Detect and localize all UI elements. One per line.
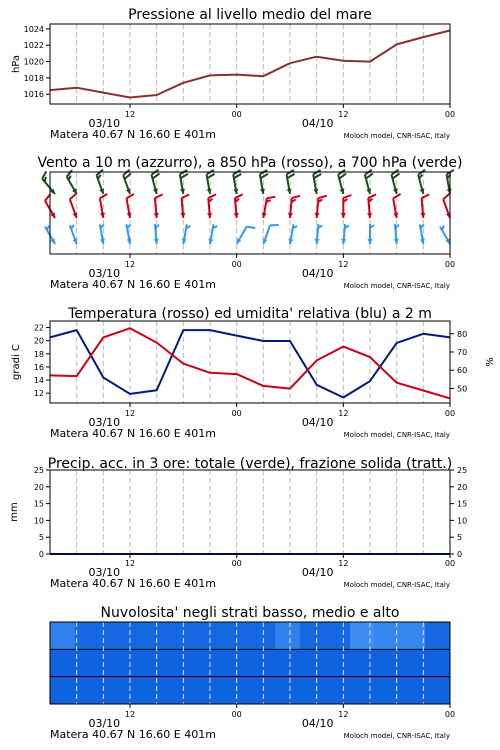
x-tick-label: 00 <box>444 110 456 119</box>
barb-850hpa-feather <box>443 194 449 200</box>
barb-700hpa <box>313 170 321 194</box>
y-tick-label-right: 25 <box>457 466 468 475</box>
x-tick-label: 00 <box>231 260 242 269</box>
barb-850hpa <box>341 195 352 218</box>
barb-850hpa-head <box>180 213 185 218</box>
cloud-cell-medio <box>75 649 101 676</box>
date-label: 04/10 <box>301 416 334 429</box>
barb-10m <box>100 224 105 244</box>
barb-10m-feather <box>47 226 49 231</box>
temperature-humidity-chart <box>11 306 496 440</box>
barb-700hpa <box>180 170 188 194</box>
y-axis-label: mm <box>9 502 20 522</box>
barb-850hpa <box>234 194 243 218</box>
y-tick-label: 10 <box>33 516 44 526</box>
barb-10m-head <box>368 239 373 244</box>
cloud-cell-basso <box>225 677 251 704</box>
y-tick-label: 1018 <box>23 73 44 83</box>
barb-700hpa-feather <box>314 174 321 178</box>
date-label: 04/10 <box>301 717 334 730</box>
x-tick-label: 12 <box>124 110 136 119</box>
y-tick-label-right: 80 <box>457 329 468 339</box>
cloud-cell-basso <box>275 677 301 704</box>
barb-700hpa-feather <box>261 174 268 178</box>
barb-10m <box>420 224 425 244</box>
barb-10m <box>263 225 279 244</box>
cloud-cell-basso <box>200 677 226 704</box>
y-axis-label: hPa <box>11 54 22 74</box>
barb-850hpa-feather <box>343 195 351 198</box>
barb-10m-head <box>315 239 320 244</box>
cloud-cover-chart <box>50 605 455 741</box>
barb-700hpa-feather <box>69 176 71 181</box>
x-tick-label: 00 <box>444 260 456 269</box>
barb-850hpa <box>420 194 429 218</box>
date-label: 03/10 <box>88 416 121 429</box>
barb-850hpa <box>207 194 216 218</box>
chart-title: Temperatura (rosso) ed umidita' relativa (blu) a 2 m <box>68 306 432 322</box>
x-tick-label: 00 <box>444 559 456 568</box>
barb-10m <box>154 224 159 244</box>
cloud-cell-alto <box>325 622 351 649</box>
barb-850hpa-feather <box>292 196 300 198</box>
barb-10m <box>237 227 255 244</box>
x-tick-label: 12 <box>338 409 349 418</box>
barb-850hpa-head <box>234 213 239 218</box>
cloud-cell-basso <box>400 677 426 704</box>
barb-700hpa <box>67 170 77 194</box>
barb-10m <box>182 224 191 244</box>
location-label: Matera 40.67 N 16.60 E 401m <box>50 577 216 590</box>
cloud-cell-basso <box>175 677 201 704</box>
barb-850hpa-feather <box>182 194 190 198</box>
cloud-cell-basso <box>125 677 151 704</box>
y-tick-label: 1020 <box>23 57 44 67</box>
barb-700hpa <box>391 170 399 194</box>
cloud-cell-medio <box>425 649 451 676</box>
barb-10m-feather <box>101 225 104 229</box>
cloud-cell-alto <box>400 622 426 649</box>
barb-10m <box>315 224 323 244</box>
date-label: 03/10 <box>88 267 121 280</box>
cloud-cell-medio <box>175 649 201 676</box>
date-label: 04/10 <box>301 267 334 280</box>
cloud-cell-medio <box>150 649 176 676</box>
y-tick-label: 1022 <box>23 41 44 51</box>
cloud-cell-medio <box>125 649 151 676</box>
y-tick-label-right: 60 <box>457 366 468 376</box>
x-tick-label: 00 <box>444 409 456 418</box>
cloud-cell-medio <box>200 649 226 676</box>
barb-700hpa-feather <box>287 174 294 178</box>
cloud-cell-alto <box>75 622 101 649</box>
location-label: Matera 40.67 N 16.60 E 401m <box>50 728 216 741</box>
y-axis-label: gradi C <box>11 344 22 380</box>
wind-chart <box>37 155 462 291</box>
barb-850hpa-feather <box>368 194 376 198</box>
barb-700hpa <box>42 171 55 194</box>
cloud-cell-alto <box>425 622 451 649</box>
y-tick-label: 5 <box>38 533 44 543</box>
cloud-cell-basso <box>425 677 451 704</box>
cloud-cell-alto <box>225 622 251 649</box>
barb-850hpa-head <box>315 213 320 218</box>
barb-700hpa-feather <box>45 177 46 182</box>
y-axis-label-right: % <box>485 357 496 367</box>
x-tick-label: 00 <box>231 559 242 568</box>
cloud-cell-basso <box>350 677 376 704</box>
barb-700hpa <box>338 170 346 194</box>
model-credit: Moloch model, CNR-ISAC, Italy <box>343 282 450 290</box>
barb-700hpa <box>207 170 215 194</box>
barb-700hpa <box>233 170 241 194</box>
barb-850hpa-feather <box>235 194 243 198</box>
location-label: Matera 40.67 N 16.60 E 401m <box>50 278 216 291</box>
barb-850hpa-head <box>341 213 346 218</box>
model-credit: Moloch model, CNR-ISAC, Italy <box>343 431 450 439</box>
barb-10m <box>341 224 349 244</box>
barb-700hpa-feather <box>234 174 241 178</box>
y-tick-label: 15 <box>33 499 44 509</box>
cloud-cell-medio <box>325 649 351 676</box>
cloud-cell-basso <box>325 677 351 704</box>
barb-10m-head <box>394 239 399 244</box>
cloud-cell-alto <box>300 622 326 649</box>
pressure-line <box>50 31 450 98</box>
y-tick-label: 0 <box>38 550 44 559</box>
cloud-cell-alto <box>50 622 76 649</box>
x-tick-label: 12 <box>338 710 349 719</box>
barb-700hpa <box>287 170 295 194</box>
x-tick-label: 12 <box>124 409 136 418</box>
y-tick-label: 22 <box>33 323 44 333</box>
barb-700hpa-feather <box>419 175 422 179</box>
x-tick-label: 12 <box>124 559 136 568</box>
model-credit: Moloch model, CNR-ISAC, Italy <box>343 132 450 140</box>
x-tick-label: 12 <box>338 110 349 119</box>
barb-10m-feather <box>247 227 255 228</box>
y-tick-label: 25 <box>33 466 44 475</box>
plot-frame <box>50 172 450 254</box>
barb-850hpa-feather <box>422 194 430 198</box>
precipitation-chart <box>9 456 467 590</box>
barb-700hpa <box>151 170 159 194</box>
barb-10m <box>70 225 77 244</box>
date-label: 03/10 <box>88 717 121 730</box>
barb-700hpa-feather <box>67 170 72 177</box>
cloud-cell-medio <box>225 649 251 676</box>
y-tick-label-right: 50 <box>457 384 468 394</box>
barb-850hpa-head <box>367 213 372 218</box>
y-tick-label: 20 <box>33 336 44 346</box>
cloud-cell-basso <box>300 677 326 704</box>
date-label: 03/10 <box>88 566 121 579</box>
cloud-cell-basso <box>50 677 76 704</box>
barb-10m-head <box>154 239 159 244</box>
y-tick-label: 20 <box>33 482 44 492</box>
y-tick-label: 1024 <box>23 24 44 34</box>
pressure-chart <box>11 7 455 141</box>
x-tick-label: 12 <box>338 260 349 269</box>
barb-850hpa-feather <box>318 196 326 198</box>
y-tick-label-right: 15 <box>457 499 468 509</box>
cloud-cell-alto <box>350 622 376 649</box>
model-credit: Moloch model, CNR-ISAC, Italy <box>343 581 450 589</box>
model-credit: Moloch model, CNR-ISAC, Italy <box>343 732 450 740</box>
y-tick-label: 12 <box>33 389 44 399</box>
barb-850hpa <box>367 194 376 218</box>
y-tick-label-right: 0 <box>457 550 463 559</box>
x-tick-label: 12 <box>124 710 136 719</box>
barb-850hpa-feather <box>208 194 216 198</box>
cloud-cell-alto <box>175 622 201 649</box>
cloud-cell-alto <box>125 622 151 649</box>
barb-850hpa <box>180 194 189 218</box>
date-label: 04/10 <box>301 566 334 579</box>
barb-850hpa-head <box>288 213 293 218</box>
barb-10m <box>127 224 132 244</box>
cloud-cell-alto <box>150 622 176 649</box>
barb-10m-head <box>341 239 346 244</box>
barb-850hpa <box>154 194 163 218</box>
location-label: Matera 40.67 N 16.60 E 401m <box>50 128 216 141</box>
plot-frame <box>50 24 450 104</box>
x-tick-label: 00 <box>231 710 242 719</box>
x-tick-label: 00 <box>444 710 456 719</box>
barb-850hpa-head <box>420 213 425 218</box>
chart-title: Nuvolosita' negli strati basso, medio e alto <box>100 605 400 621</box>
y-tick-label-right: 10 <box>457 516 468 526</box>
cloud-cell-medio <box>250 649 276 676</box>
barb-850hpa-head <box>207 213 212 218</box>
barb-850hpa-feather <box>267 197 275 199</box>
cloud-cell-medio <box>275 649 301 676</box>
location-label: Matera 40.67 N 16.60 E 401m <box>50 427 216 440</box>
cloud-cell-medio <box>50 649 76 676</box>
y-tick-label: 1016 <box>23 90 44 100</box>
plot-frame <box>50 470 450 554</box>
barb-10m <box>440 226 450 244</box>
chart-title: Vento a 10 m (azzurro), a 850 hPa (rosso), a 700 hPa (verde) <box>37 155 463 171</box>
x-tick-label: 12 <box>338 559 349 568</box>
barb-700hpa-feather <box>98 175 101 179</box>
date-label: 04/10 <box>301 117 334 130</box>
y-tick-label-right: 20 <box>457 482 468 492</box>
barb-700hpa <box>260 170 268 194</box>
barb-10m-feather <box>442 226 444 231</box>
cloud-cell-medio <box>350 649 376 676</box>
x-tick-label: 00 <box>231 409 242 418</box>
x-tick-label: 12 <box>124 260 136 269</box>
barb-10m <box>208 224 217 244</box>
humidity-line <box>50 330 450 397</box>
cloud-cell-alto <box>275 622 301 649</box>
barb-850hpa-feather <box>70 194 76 200</box>
y-tick-label: 14 <box>33 376 44 386</box>
barb-700hpa-feather <box>181 174 188 178</box>
plot-frame <box>50 321 450 403</box>
y-tick-label-right: 5 <box>457 533 463 543</box>
y-tick-label-right: 70 <box>457 347 468 357</box>
barb-10m-feather <box>71 225 74 229</box>
chart-title: Pressione al livello medio del mare <box>128 7 372 23</box>
barb-700hpa-feather <box>207 174 214 178</box>
cloud-cell-basso <box>75 677 101 704</box>
barb-850hpa-feather <box>155 194 163 198</box>
cloud-cell-medio <box>400 649 426 676</box>
date-label: 03/10 <box>88 117 121 130</box>
barb-10m-feather <box>421 225 424 229</box>
barb-700hpa <box>365 170 373 194</box>
cloud-cell-alto <box>200 622 226 649</box>
x-tick-label: 00 <box>231 110 242 119</box>
cloud-cell-alto <box>250 622 276 649</box>
chart-title: Precip. acc. in 3 ore: totale (verde), frazione solida (tratt.) <box>47 456 453 472</box>
barb-10m-feather <box>127 225 130 229</box>
barb-10m <box>394 224 399 244</box>
barb-700hpa <box>418 170 425 194</box>
barb-10m <box>368 224 375 244</box>
y-tick-label: 16 <box>33 362 44 372</box>
y-tick-label: 18 <box>33 349 44 359</box>
cloud-cell-basso <box>250 677 276 704</box>
barb-10m <box>288 224 297 244</box>
barb-850hpa-head <box>154 213 159 218</box>
cloud-cell-basso <box>150 677 176 704</box>
cloud-cell-medio <box>300 649 326 676</box>
